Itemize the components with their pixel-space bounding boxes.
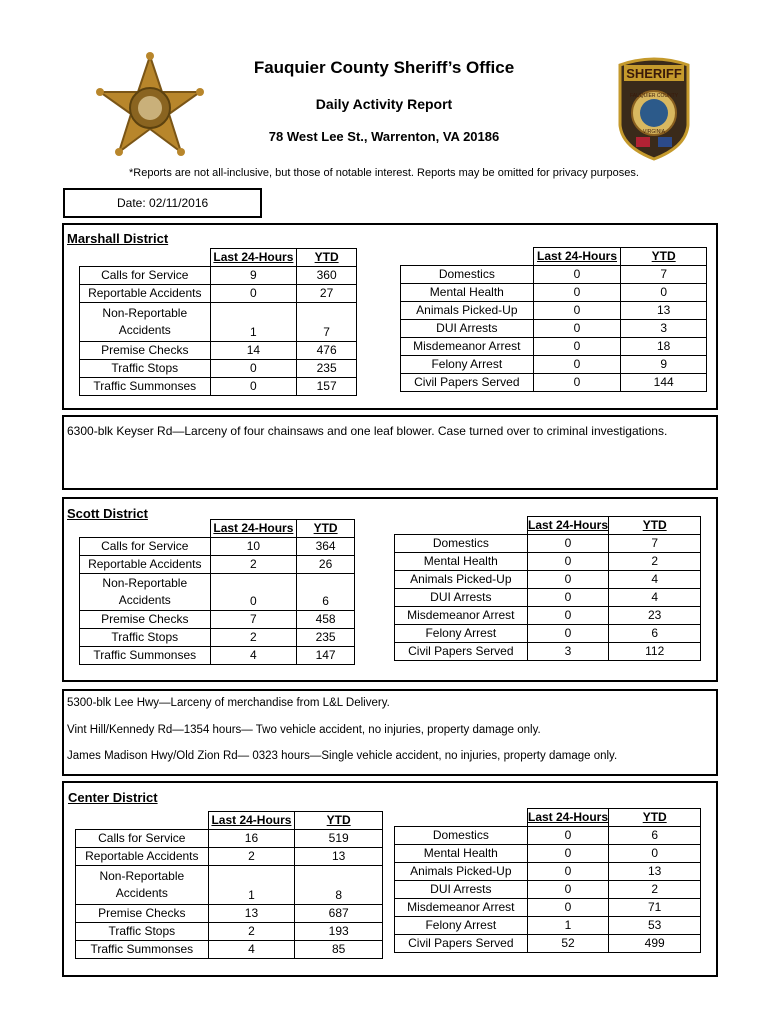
incident-note: Vint Hill/Kennedy Rd—1354 hours— Two vehicle accident, no injuries, property damage only. [67,724,541,736]
table-cell: Misdemeanor Arrest [395,607,528,625]
table-cell [76,812,209,830]
table-cell [80,249,211,267]
table-cell: 0 [210,378,297,396]
table-cell: Mental Health [395,553,528,571]
table-cell: 0 [533,284,621,302]
table-row [401,266,707,284]
report-subtitle: Daily Activity Report [315,96,453,112]
table-cell: Last 24-Hours [527,809,609,827]
table-cell: 0 [527,899,609,917]
table-cell: Last 24-Hours [527,517,609,535]
table-cell: 2 [208,923,295,941]
table-cell: YTD [297,520,355,538]
table-cell: 9 [210,267,297,285]
table-row [80,556,355,574]
table-cell: Traffic Stops [80,629,211,647]
table-row [395,625,701,643]
svg-text:SHERIFF: SHERIFF [626,66,682,81]
table-cell: Traffic Summonses [80,378,211,396]
table-cell: Civil Papers Served [395,935,528,953]
table-row [80,611,355,629]
report-date: Date: 02/11/2016 [117,196,209,210]
table-cell: 0 [527,571,609,589]
table-cell: 52 [527,935,609,953]
table-cell: 0 [533,374,621,392]
table-cell: 2 [609,881,701,899]
table-cell: 7 [621,266,707,284]
marshall-right-table [400,247,707,392]
incident-note: 5300-blk Lee Hwy—Larceny of merchandise from L&L Delivery. [67,697,390,709]
table-cell: Domestics [395,827,528,845]
table-cell: 0 [527,553,609,571]
date-box [63,188,262,218]
table-cell: Traffic Stops [80,360,211,378]
table-cell: 0 [527,827,609,845]
table-row [76,905,383,923]
table-cell: Reportable Accidents [80,285,211,303]
table-cell: 1 [208,866,295,905]
table-row [80,267,357,285]
table-row [80,538,355,556]
table-row [80,360,357,378]
table-cell: DUI Arrests [401,320,534,338]
table-cell: 0 [527,535,609,553]
table-cell: YTD [609,809,701,827]
center-right-table [394,808,701,953]
table-cell: Civil Papers Served [395,643,528,661]
table-cell: Civil Papers Served [401,374,534,392]
table-cell: 360 [297,267,357,285]
table-cell: Animals Picked-Up [395,863,528,881]
table-cell: YTD [609,517,701,535]
table-cell: 0 [609,845,701,863]
table-row [395,863,701,881]
table-cell: 27 [297,285,357,303]
table-cell: Non-Reportable Accidents [80,303,211,342]
table-header-row [395,517,701,535]
table-cell: 4 [609,589,701,607]
table-cell: 3 [621,320,707,338]
table-cell: 85 [295,941,383,959]
table-cell: Reportable Accidents [76,848,209,866]
table-cell: 0 [210,574,297,611]
table-cell: 0 [533,320,621,338]
table-cell: 6 [609,625,701,643]
table-cell: 499 [609,935,701,953]
table-cell: Last 24-Hours [208,812,295,830]
table-row [395,553,701,571]
office-address: 78 West Lee St., Warrenton, VA 20186 [268,129,500,144]
table-cell: Misdemeanor Arrest [395,899,528,917]
marshall-left-table [79,248,357,396]
table-cell: 13 [621,302,707,320]
table-header-row [80,249,357,267]
district-title: Center District [68,790,158,805]
table-cell: Last 24-Hours [533,248,621,266]
table-row [395,827,701,845]
table-row [395,845,701,863]
table-cell: 0 [210,285,297,303]
table-cell: 3 [527,643,609,661]
table-row [395,571,701,589]
table-row [395,589,701,607]
table-row [395,607,701,625]
table-cell: Mental Health [395,845,528,863]
table-cell: Premise Checks [80,342,211,360]
table-cell: Calls for Service [80,538,211,556]
table-row [395,935,701,953]
table-cell: Last 24-Hours [210,520,297,538]
table-cell: 0 [210,360,297,378]
table-row [401,356,707,374]
table-row [80,574,355,611]
table-row [80,285,357,303]
table-row [395,535,701,553]
table-cell: Traffic Summonses [80,647,211,665]
table-cell: 235 [297,629,355,647]
table-row [395,643,701,661]
table-cell: 2 [609,553,701,571]
table-cell: 112 [609,643,701,661]
disclaimer: *Reports are not all-inclusive, but those of notable interest. Reports may be omitted for privacy purposes. [129,167,639,179]
scott-right-table [394,516,701,661]
table-cell: 23 [609,607,701,625]
table-cell: 14 [210,342,297,360]
table-cell: 7 [297,303,357,342]
table-cell: Animals Picked-Up [395,571,528,589]
table-cell: 458 [297,611,355,629]
table-cell: DUI Arrests [395,589,528,607]
table-cell: Reportable Accidents [80,556,211,574]
table-header-row [76,812,383,830]
table-row [76,848,383,866]
table-cell: Non-Reportable Accidents [80,574,211,611]
table-cell: Calls for Service [76,830,209,848]
table-row [76,941,383,959]
table-header-row [401,248,707,266]
table-cell: Domestics [395,535,528,553]
table-cell: 2 [210,556,297,574]
table-cell: 10 [210,538,297,556]
table-cell: Premise Checks [80,611,211,629]
table-cell: 476 [297,342,357,360]
table-cell: 8 [295,866,383,905]
page-title: Fauquier County Sheriff’s Office [253,58,515,77]
table-cell: DUI Arrests [395,881,528,899]
table-cell: 6 [609,827,701,845]
table-cell: 157 [297,378,357,396]
table-cell [395,517,528,535]
table-cell: Traffic Summonses [76,941,209,959]
table-cell: Traffic Stops [76,923,209,941]
table-header-row [80,520,355,538]
table-cell: 2 [210,629,297,647]
table-cell: 4 [210,647,297,665]
table-cell: 0 [533,302,621,320]
table-cell: Last 24-Hours [210,249,297,267]
district-title: Scott District [67,506,148,521]
table-cell: 13 [609,863,701,881]
table-cell [80,520,211,538]
table-cell: Domestics [401,266,534,284]
table-cell: Misdemeanor Arrest [401,338,534,356]
table-row [76,923,383,941]
table-cell: 18 [621,338,707,356]
table-row [76,830,383,848]
table-cell: 6 [297,574,355,611]
table-row [80,629,355,647]
svg-text:VIRGINIA: VIRGINIA [643,129,665,135]
table-cell: 0 [533,338,621,356]
table-cell: 364 [297,538,355,556]
table-cell: 0 [527,863,609,881]
sheriff-shield-icon [614,55,694,161]
table-cell: Felony Arrest [395,917,528,935]
table-row [401,284,707,302]
table-cell: 0 [527,607,609,625]
table-cell: 53 [609,917,701,935]
table-cell: 0 [527,589,609,607]
table-cell: 0 [621,284,707,302]
table-cell: 4 [208,941,295,959]
incident-note: 6300-blk Keyser Rd—Larceny of four chainsaws and one leaf blower. Case turned over to criminal investigations. [67,424,668,438]
table-row [401,338,707,356]
table-cell: 144 [621,374,707,392]
table-cell: Premise Checks [76,905,209,923]
table-cell: Felony Arrest [395,625,528,643]
table-row [80,342,357,360]
table-cell: 1 [210,303,297,342]
table-cell: 147 [297,647,355,665]
table-cell: 0 [533,266,621,284]
table-cell: 519 [295,830,383,848]
table-cell: 193 [295,923,383,941]
table-cell: 0 [527,845,609,863]
district-title: Marshall District [67,231,169,246]
table-cell [401,248,534,266]
center-left-table [75,811,383,959]
table-row [80,647,355,665]
table-cell: 2 [208,848,295,866]
table-cell: Non-Reportable Accidents [76,866,209,905]
svg-text:FAUQUIER COUNTY: FAUQUIER COUNTY [629,93,679,99]
table-cell: Mental Health [401,284,534,302]
table-cell: 0 [533,356,621,374]
table-row [401,302,707,320]
incident-note: James Madison Hwy/Old Zion Rd— 0323 hours—Single vehicle accident, no injuries, property damage only. [67,750,618,762]
table-cell: Animals Picked-Up [401,302,534,320]
table-cell: 71 [609,899,701,917]
table-cell: Calls for Service [80,267,211,285]
scott-left-table [79,519,355,665]
table-cell: YTD [295,812,383,830]
table-cell: YTD [297,249,357,267]
table-cell: 13 [295,848,383,866]
table-cell: 687 [295,905,383,923]
table-cell: YTD [621,248,707,266]
table-cell: 235 [297,360,357,378]
table-cell: 4 [609,571,701,589]
table-cell [395,809,528,827]
table-cell: 13 [208,905,295,923]
table-cell: 0 [527,881,609,899]
table-cell: 16 [208,830,295,848]
table-row [401,374,707,392]
table-row [401,320,707,338]
table-row [395,899,701,917]
table-cell: 0 [527,625,609,643]
table-cell: 9 [621,356,707,374]
table-cell: 7 [609,535,701,553]
table-row [395,881,701,899]
table-cell: 26 [297,556,355,574]
table-row [80,378,357,396]
table-row [395,917,701,935]
table-row [80,303,357,342]
table-cell: Felony Arrest [401,356,534,374]
table-row [76,866,383,905]
table-cell: 1 [527,917,609,935]
table-cell: 7 [210,611,297,629]
table-header-row [395,809,701,827]
